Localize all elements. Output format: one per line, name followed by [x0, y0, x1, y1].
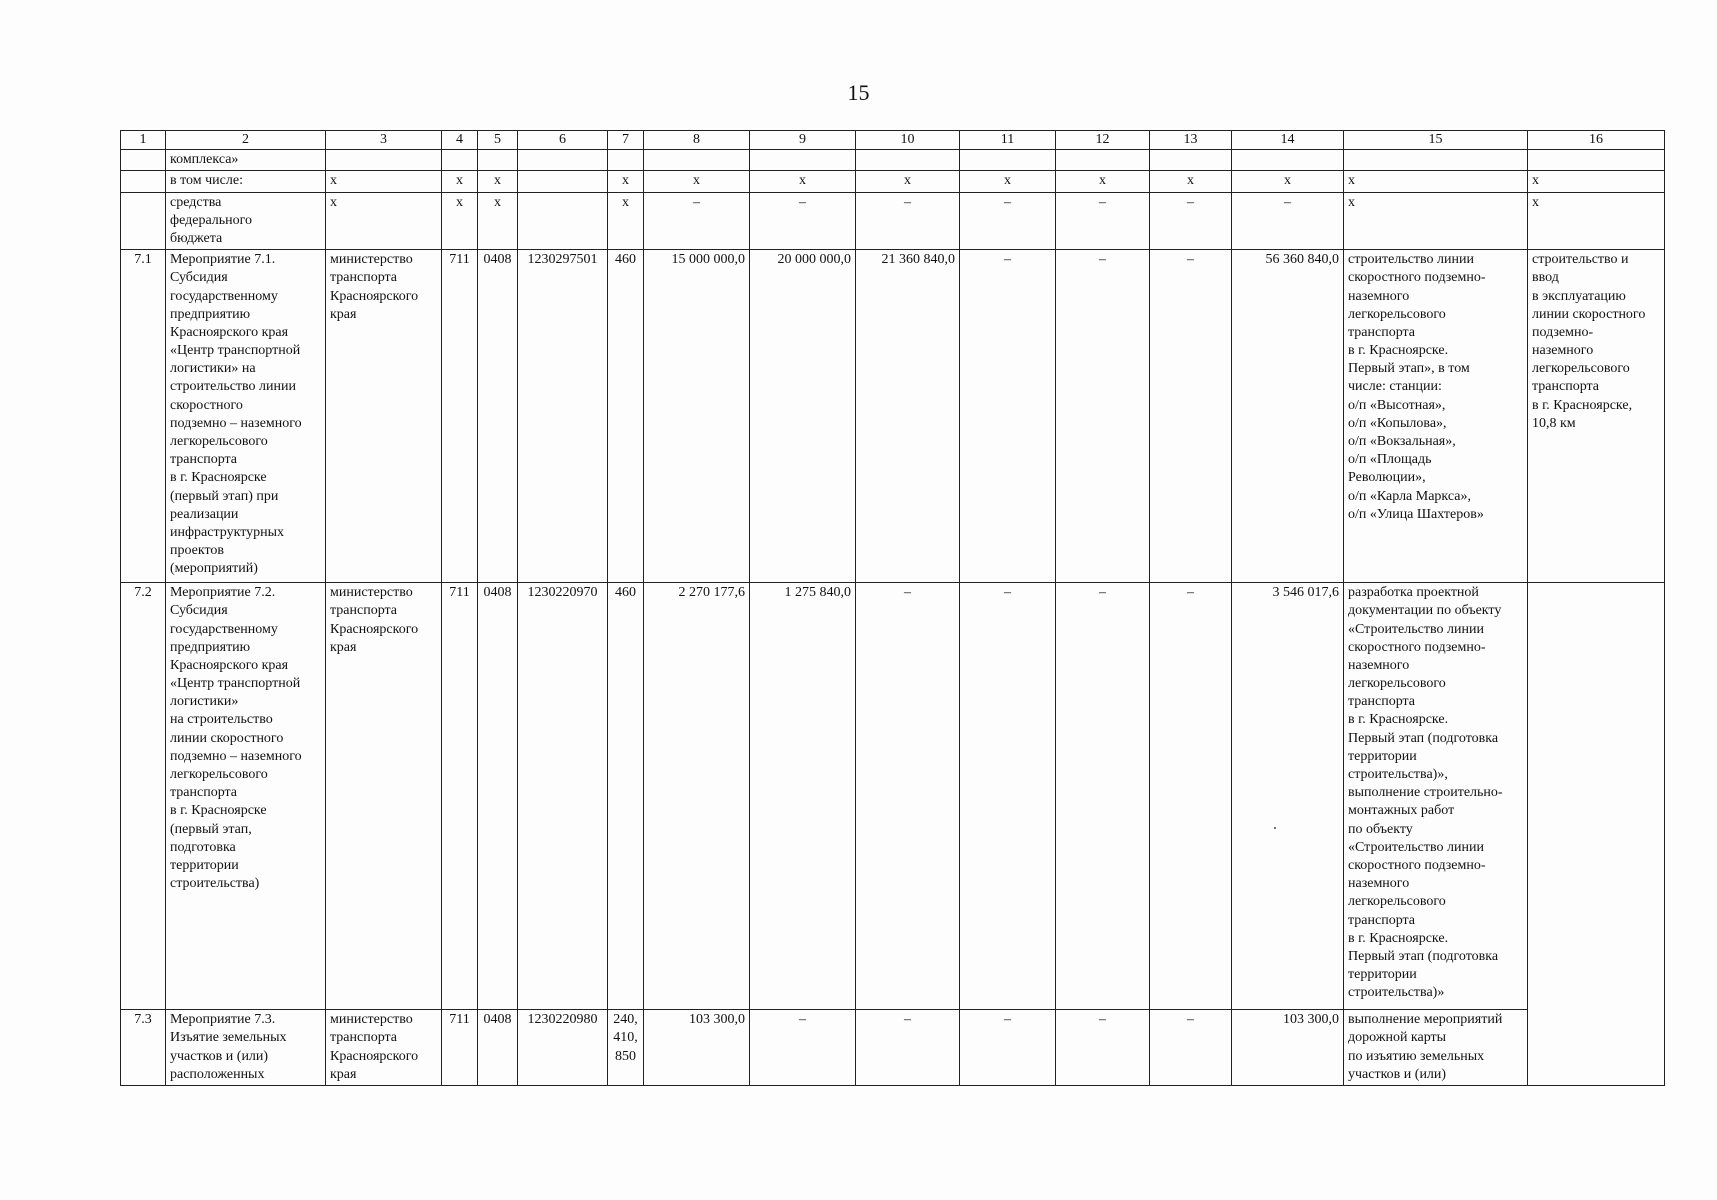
table-cell: [856, 150, 960, 171]
scan-speck: [1274, 827, 1276, 829]
table-cell: x: [1528, 192, 1665, 250]
table-row: [121, 250, 1665, 583]
result-cell: разработка проектной документации по объекту «Строительство линии скоростного подземно- наземного легкорельсового транспорта в г. Красноярске. Первый этап (подготовка территории строительства)», выполнение строительно- монтажных работ по объекту «Строительство линии скоростного подземно- наземного легкорельсового транспорта в г. Красноярске. Первый этап (подготовка территории строительства)»: [1344, 583, 1528, 1010]
table-cell: –: [1150, 583, 1232, 1010]
table-cell: x: [478, 171, 518, 192]
column-number: 13: [1150, 131, 1232, 150]
table-cell: 103 300,0: [644, 1010, 750, 1086]
table-cell: –: [960, 250, 1056, 583]
table-cell: x: [960, 171, 1056, 192]
table-row: [121, 150, 1665, 171]
table-cell: 1 275 840,0: [750, 583, 856, 1010]
table-cell: x: [1528, 171, 1665, 192]
column-number: 10: [856, 131, 960, 150]
table-cell: –: [1150, 1010, 1232, 1086]
total-cell: 3 546 017,6: [1232, 583, 1344, 1010]
table-cell: 0408: [478, 583, 518, 1010]
table-cell: x: [856, 171, 960, 192]
table-cell: –: [644, 192, 750, 250]
table-cell: –: [1150, 250, 1232, 583]
table-cell: x: [1344, 171, 1528, 192]
table-cell: [1232, 150, 1344, 171]
table-cell: [518, 192, 608, 250]
row-number-cell: 7.2: [121, 583, 166, 1010]
table-cell: x: [442, 171, 478, 192]
row-number-cell: [121, 171, 166, 192]
table-row: [121, 583, 1665, 1010]
column-number: 4: [442, 131, 478, 150]
table-cell: x: [608, 192, 644, 250]
total-cell: 56 360 840,0: [1232, 250, 1344, 583]
table-cell: –: [856, 192, 960, 250]
item-name-cell: Мероприятие 7.3. Изъятие земельных участков и (или) расположенных: [166, 1010, 326, 1086]
table-row: [121, 171, 1665, 192]
result-cell: выполнение мероприятий дорожной карты по изъятию земельных участков и (или): [1344, 1010, 1528, 1086]
table-cell: [608, 150, 644, 171]
item-name-cell: средства федерального бюджета: [166, 192, 326, 250]
table-cell: 1230220970: [518, 583, 608, 1010]
column-number: 14: [1232, 131, 1344, 150]
table-cell: –: [856, 1010, 960, 1086]
table-cell: [442, 150, 478, 171]
table-cell: [960, 150, 1056, 171]
executor-cell: министерство транспорта Красноярского края: [326, 250, 442, 583]
table-cell: 21 360 840,0: [856, 250, 960, 583]
column-number: 9: [750, 131, 856, 150]
table-cell: –: [750, 192, 856, 250]
column-number: 8: [644, 131, 750, 150]
table-cell: 460: [608, 583, 644, 1010]
executor-cell: министерство транспорта Красноярского края: [326, 583, 442, 1010]
table-cell: –: [960, 583, 1056, 1010]
table-cell: x: [608, 171, 644, 192]
table-cell: [478, 150, 518, 171]
table-cell: 1230220980: [518, 1010, 608, 1086]
column-number: 3: [326, 131, 442, 150]
table-cell: –: [1056, 583, 1150, 1010]
result-cell: строительство линии скоростного подземно- наземного легкорельсового транспорта в г. Красноярске. Первый этап», в том числе: станции: о/п «Высотная», о/п «Копылова», о/п «Вокзальная», о/п «Площадь Революции», о/п «Карла Маркса», о/п «Улица Шахтеров»: [1344, 250, 1528, 583]
table-cell: x: [1056, 171, 1150, 192]
table-cell: –: [1232, 192, 1344, 250]
column-number: 6: [518, 131, 608, 150]
column-number: 1: [121, 131, 166, 150]
column-number: 5: [478, 131, 518, 150]
table-cell: –: [1056, 1010, 1150, 1086]
table-cell: [1344, 150, 1528, 171]
table-cell: 711: [442, 250, 478, 583]
table-cell: [518, 150, 608, 171]
table-cell: –: [750, 1010, 856, 1086]
table-cell: 20 000 000,0: [750, 250, 856, 583]
table-cell: x: [1232, 171, 1344, 192]
table-cell: x: [326, 171, 442, 192]
table-cell: –: [1056, 250, 1150, 583]
merged-empty-cell: [1528, 583, 1665, 1086]
table-cell: x: [442, 192, 478, 250]
row-number-cell: [121, 150, 166, 171]
table-cell: –: [856, 583, 960, 1010]
item-name-cell: Мероприятие 7.2. Субсидия государственному предприятию Красноярского края «Центр транспортной логистики» на строительство линии скоростного подземно – наземного легкорельсового транспорта в г. Красноярске (первый этап, подготовка территории строительства): [166, 583, 326, 1010]
column-number: 12: [1056, 131, 1150, 150]
table-cell: [750, 150, 856, 171]
table-cell: x: [326, 192, 442, 250]
table-cell: [1150, 150, 1232, 171]
result-indicator-cell: строительство и ввод в эксплуатацию линии скоростного подземно- наземного легкорельсового транспорта в г. Красноярске, 10,8 км: [1528, 250, 1665, 583]
table-cell: 1230297501: [518, 250, 608, 583]
table-cell: 711: [442, 583, 478, 1010]
table-cell: [1056, 150, 1150, 171]
table-cell: x: [478, 192, 518, 250]
row-number-cell: 7.1: [121, 250, 166, 583]
executor-cell: министерство транспорта Красноярского края: [326, 1010, 442, 1086]
table-cell: 240, 410, 850: [608, 1010, 644, 1086]
column-number: 11: [960, 131, 1056, 150]
table-cell: –: [960, 1010, 1056, 1086]
table-cell: –: [1056, 192, 1150, 250]
table-cell: 460: [608, 250, 644, 583]
table-row: [121, 192, 1665, 250]
table-cell: x: [1150, 171, 1232, 192]
budget-table: [120, 130, 1665, 1086]
row-number-cell: 7.3: [121, 1010, 166, 1086]
column-number: 16: [1528, 131, 1665, 150]
page-number: 15: [847, 80, 870, 105]
column-number-row: [121, 131, 1665, 150]
table-cell: [644, 150, 750, 171]
item-name-cell: Мероприятие 7.1. Субсидия государственному предприятию Красноярского края «Центр транспортной логистики» на строительство линии скоростного подземно – наземного легкорельсового транспорта в г. Красноярске (первый этап) при реализации инфраструктурных проектов (мероприятий): [166, 250, 326, 583]
column-number: 2: [166, 131, 326, 150]
item-name-cell: в том числе:: [166, 171, 326, 192]
table-cell: –: [1150, 192, 1232, 250]
table-cell: 2 270 177,6: [644, 583, 750, 1010]
table-cell: 15 000 000,0: [644, 250, 750, 583]
table-cell: 0408: [478, 1010, 518, 1086]
table-cell: 711: [442, 1010, 478, 1086]
row-number-cell: [121, 192, 166, 250]
total-cell: 103 300,0: [1232, 1010, 1344, 1086]
table-cell: –: [960, 192, 1056, 250]
table-cell: x: [1344, 192, 1528, 250]
table-row: [121, 1010, 1665, 1086]
table-cell: [518, 171, 608, 192]
table-cell: x: [644, 171, 750, 192]
table-cell: x: [750, 171, 856, 192]
item-name-cell: комплекса»: [166, 150, 326, 171]
table-cell: 0408: [478, 250, 518, 583]
column-number: 15: [1344, 131, 1528, 150]
table-cell: [326, 150, 442, 171]
column-number: 7: [608, 131, 644, 150]
table-cell: [1528, 150, 1665, 171]
